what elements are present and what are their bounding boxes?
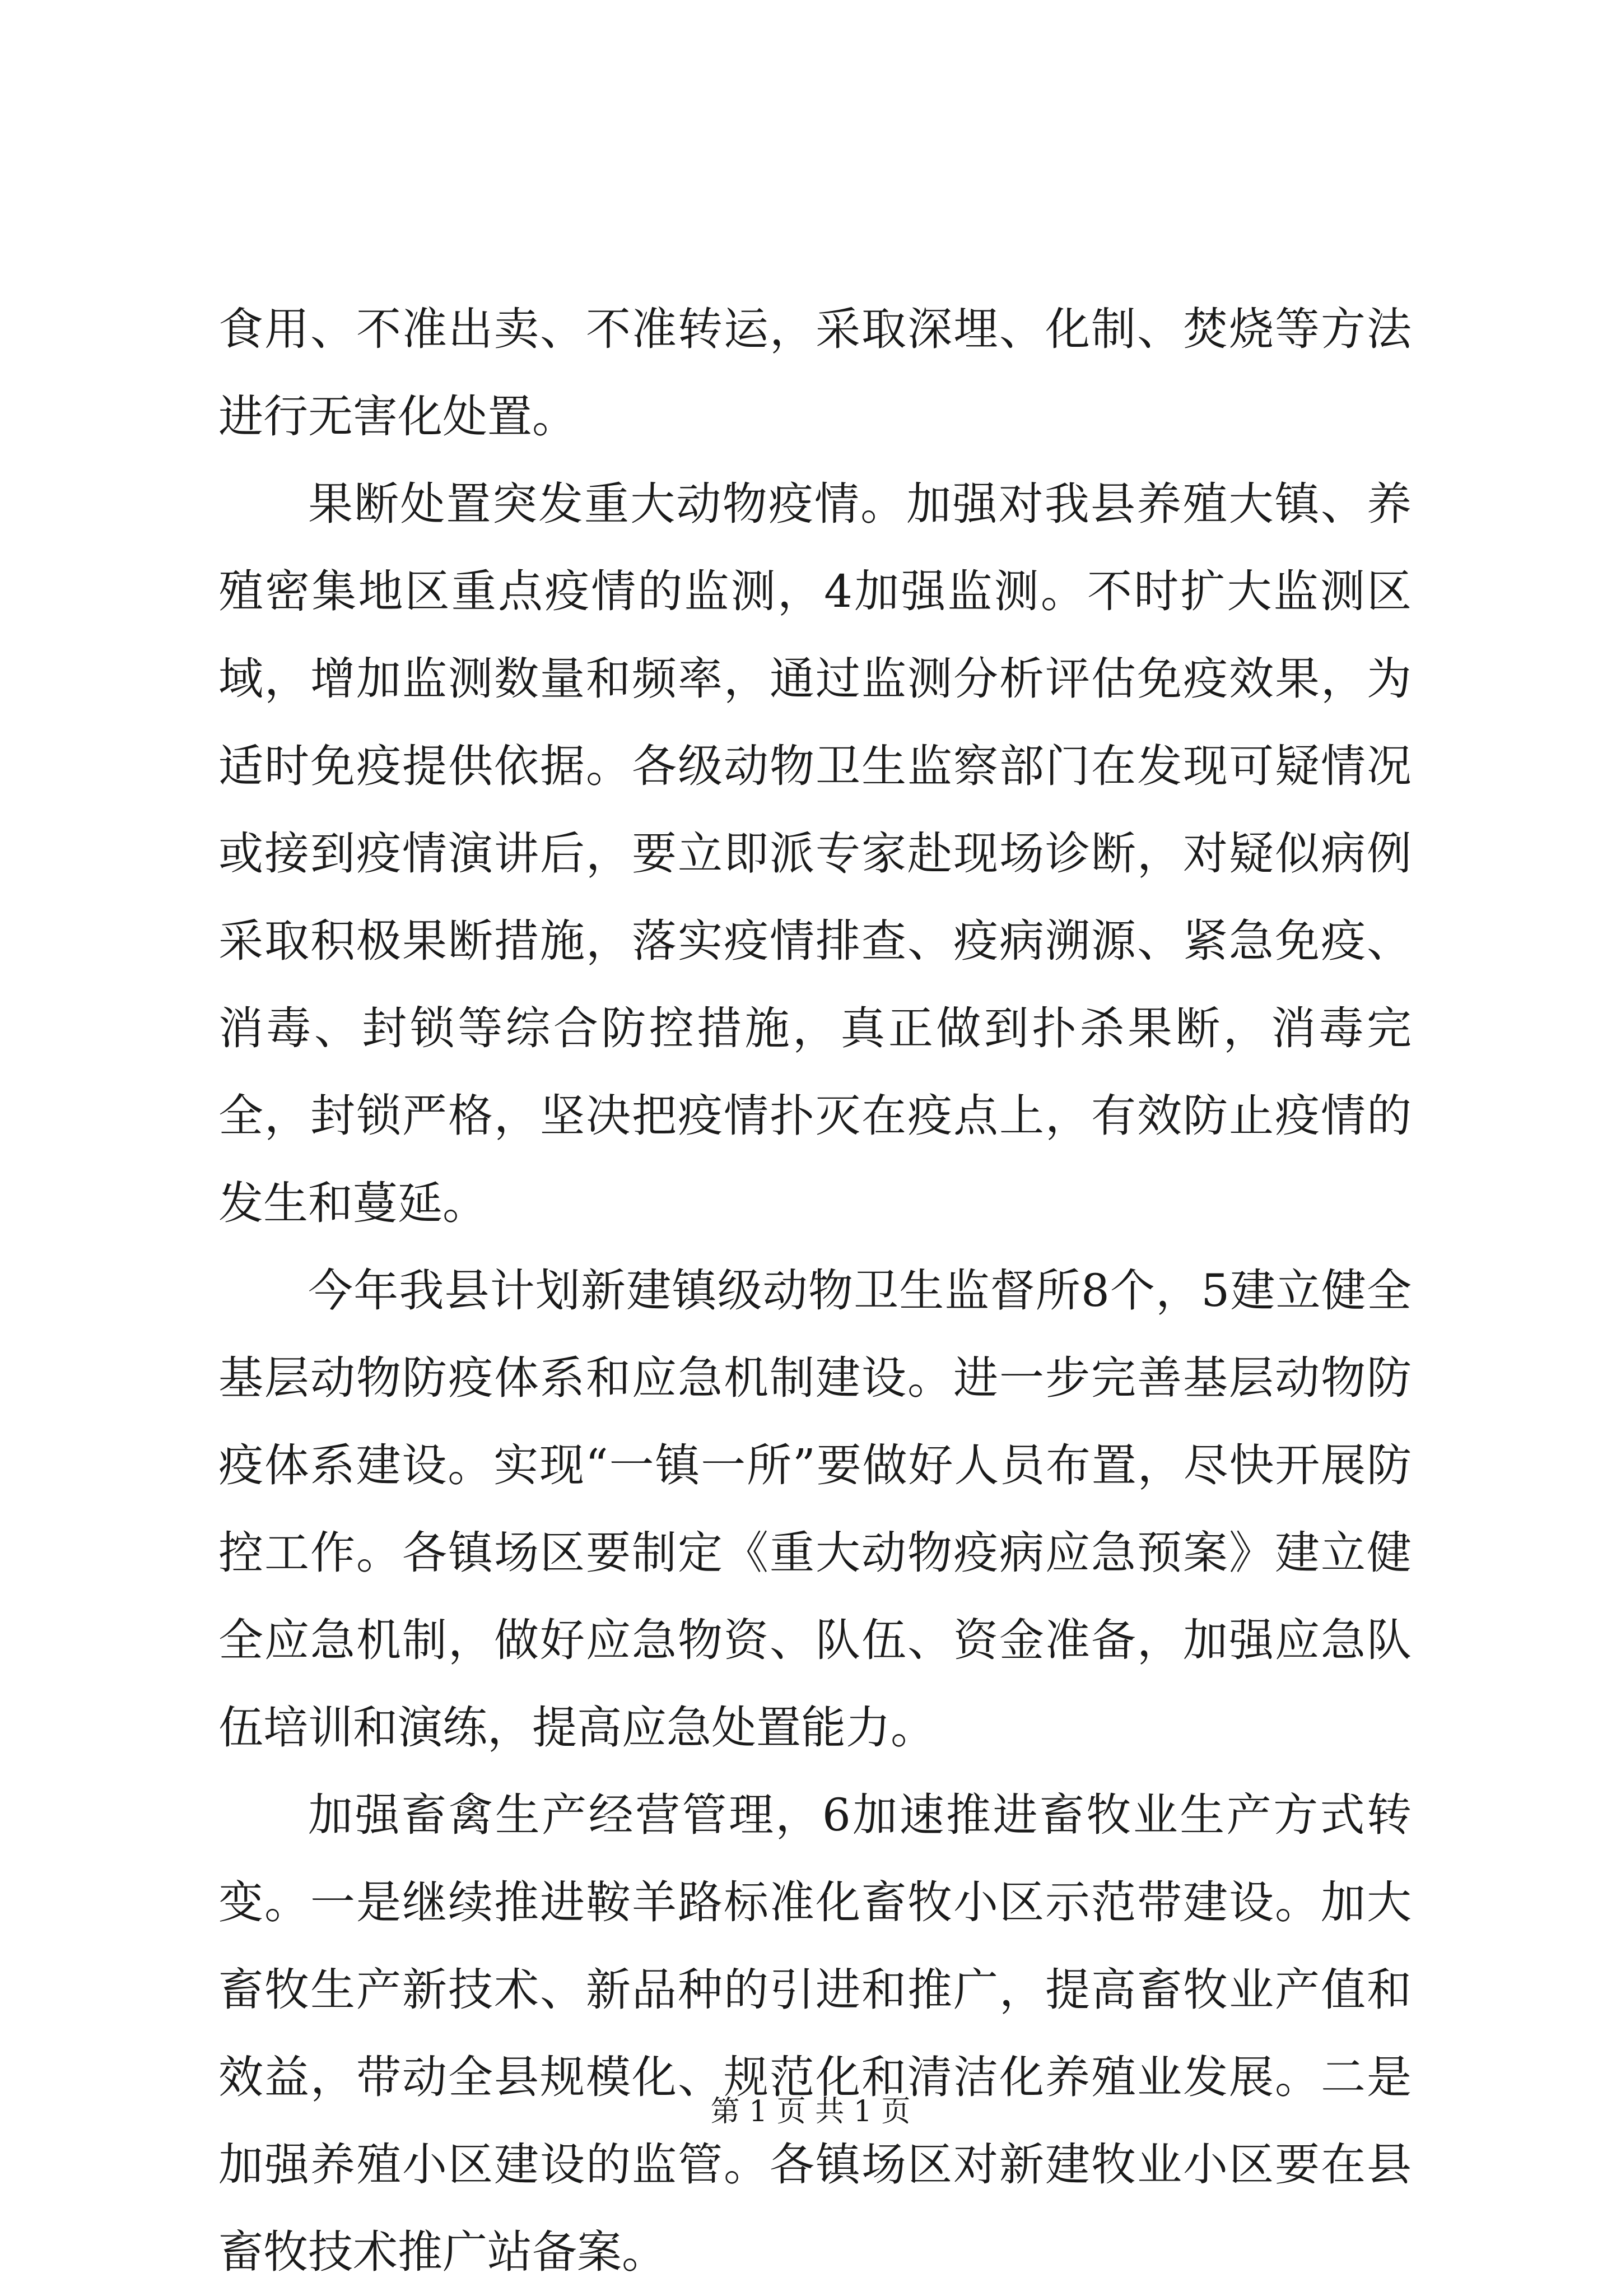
page-number: 第 1 页 共 1 页 bbox=[710, 2095, 911, 2128]
page-footer bbox=[0, 2092, 1621, 2131]
paragraph-2: 果断处置突发重大动物疫情。加强对我县养殖大镇、养殖密集地区重点疫情的监测，4加强监测。不时扩大监测区域，增加监测数量和频率，通过监测分析评估免疫效果，为适时免疫提供依据。各级动物卫生监察部门在发现可疑情况或接到疫情演讲后，要立即派专家赴现场诊断，对疑似病例采取积极果断措施，落实疫情排查、疫病溯源、紧急免疫、消毒、封锁等综合防控措施，真正做到扑杀果断，消毒完全，封锁严格，坚决把疫情扑灭在疫点上，有效防止疫情的发生和蔓延。 bbox=[218, 478, 1412, 1229]
document-body bbox=[218, 286, 1412, 2296]
paragraph-1: 食用、不准出卖、不准转运，采取深埋、化制、焚烧等方法进行无害化处置。 bbox=[218, 303, 1412, 443]
paragraph-4: 加强畜禽生产经营管理，6加速推进畜牧业生产方式转变。一是继续推进鞍羊路标准化畜牧小区示范带建设。加大畜牧生产新技术、新品种的引进和推广，提高畜牧业产值和效益，带动全县规模化、规范化和清洁化养殖业发展。二是加强养殖小区建设的监管。各镇场区对新建牧业小区要在县畜牧技术推广站备案。 bbox=[218, 1789, 1412, 2278]
paragraph-3: 今年我县计划新建镇级动物卫生监督所8个，5建立健全基层动物防疫体系和应急机制建设。进一步完善基层动物防疫体系建设。实现“一镇一所”要做好人员布置，尽快开展防控工作。各镇场区要制定《重大动物疫病应急预案》建立健全应急机制，做好应急物资、队伍、资金准备，加强应急队伍培训和演练，提高应急处置能力。 bbox=[218, 1265, 1412, 1754]
